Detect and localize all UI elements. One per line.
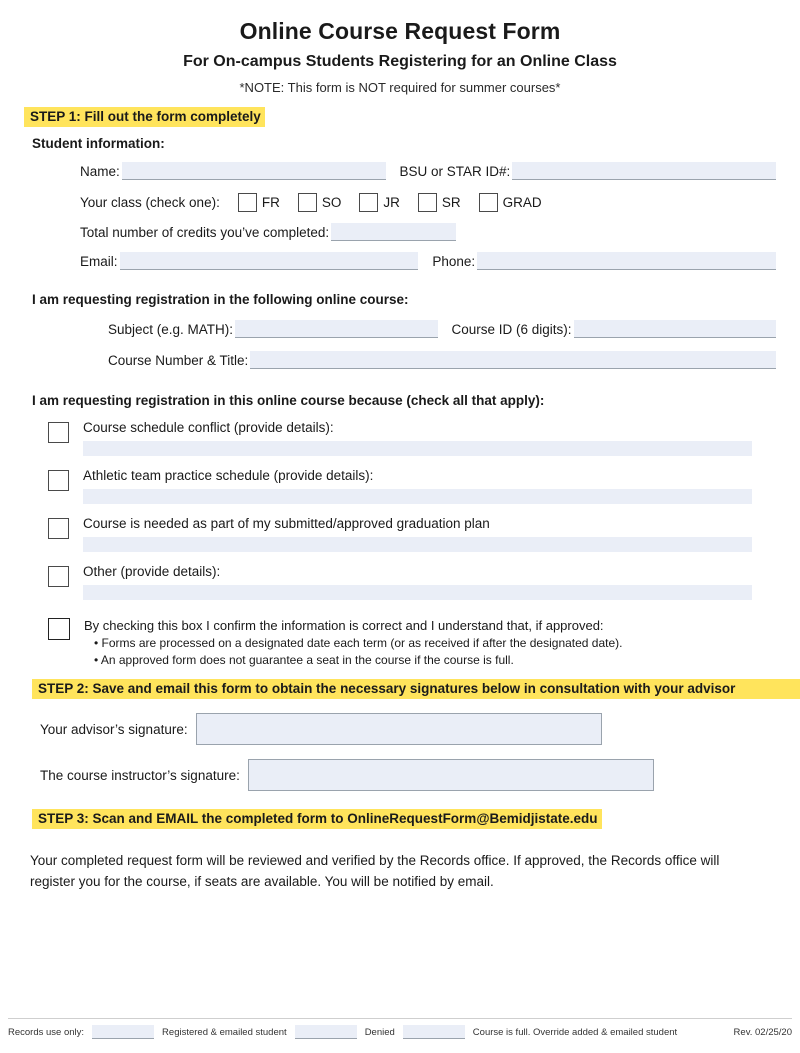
reason-item	[48, 468, 776, 504]
checkbox-icon[interactable]	[418, 193, 437, 212]
records-option1-input[interactable]	[92, 1025, 154, 1039]
instructor-signature-row	[40, 759, 776, 791]
reason-text-wrap	[83, 564, 776, 600]
class-option-label: SO	[321, 195, 342, 210]
reason-item	[48, 420, 776, 456]
student-id-label: BSU or STAR ID#:	[399, 164, 511, 179]
name-label: Name:	[80, 164, 120, 179]
name-row	[80, 162, 776, 180]
checkbox-icon[interactable]	[359, 193, 378, 212]
email-label: Email:	[80, 254, 118, 269]
phone-input[interactable]	[477, 252, 776, 270]
reason-detail-input[interactable]	[83, 441, 752, 456]
course-id-input[interactable]	[574, 320, 776, 338]
reason-text-wrap	[83, 516, 776, 552]
checkbox-icon[interactable]	[48, 518, 69, 539]
subject-course-id-row	[108, 320, 776, 338]
name-input[interactable]	[122, 162, 386, 180]
records-use-label: Records use only:	[8, 1026, 85, 1038]
advisor-signature-input[interactable]	[196, 713, 602, 745]
instructor-signature-label: The course instructor’s signature:	[40, 767, 240, 783]
advisor-signature-label: Your advisor’s signature:	[40, 721, 188, 737]
class-option-label: GRAD	[502, 195, 542, 210]
class-standing-row	[80, 193, 776, 212]
checkbox-icon[interactable]	[298, 193, 317, 212]
course-number-title-row	[108, 351, 776, 369]
confirmation-bullet: • Forms are processed on a designated date each term (or as received if after the designated date).	[94, 636, 623, 650]
records-option2-label: Denied	[364, 1026, 395, 1038]
reason-label: Athletic team practice schedule (provide details):	[83, 468, 374, 483]
course-number-title-label: Course Number & Title:	[108, 353, 249, 368]
email-input[interactable]	[120, 252, 419, 270]
records-use-only-bar	[8, 1018, 792, 1039]
credits-input[interactable]	[331, 223, 456, 241]
reason-item	[48, 516, 776, 552]
confirmation-text-wrap	[84, 618, 623, 667]
checkbox-icon[interactable]	[238, 193, 257, 212]
reason-detail-input[interactable]	[83, 537, 752, 552]
credits-label: Total number of credits you’ve completed:	[80, 225, 330, 240]
records-option3-input[interactable]	[403, 1025, 465, 1039]
form-page	[0, 18, 800, 1053]
checkbox-icon[interactable]	[48, 618, 70, 640]
reason-text-wrap	[83, 468, 776, 504]
confirmation-bullet: • An approved form does not guarantee a seat in the course if the course is full.	[94, 653, 514, 667]
class-standing-label: Your class (check one):	[80, 194, 220, 210]
class-option-grad[interactable]	[479, 193, 542, 212]
course-number-title-input[interactable]	[250, 351, 776, 369]
reasons-heading: I am requesting registration in this online course because (check all that apply):	[32, 393, 545, 408]
instructor-signature-input[interactable]	[248, 759, 654, 791]
phone-label: Phone:	[432, 254, 476, 269]
reason-text-wrap	[83, 420, 776, 456]
revision-label: Rev. 02/25/20	[733, 1026, 792, 1038]
class-option-label: JR	[383, 195, 400, 210]
checkbox-icon[interactable]	[48, 470, 69, 491]
class-option-fr[interactable]	[238, 193, 280, 212]
checkbox-icon[interactable]	[48, 422, 69, 443]
credits-row	[80, 223, 456, 241]
student-information-heading: Student information:	[32, 136, 165, 151]
step-1-banner: STEP 1: Fill out the form completely	[24, 107, 265, 127]
course-request-heading: I am requesting registration in the following online course:	[32, 292, 409, 307]
records-option2-input[interactable]	[295, 1025, 357, 1039]
email-phone-row	[80, 252, 776, 270]
reason-item	[48, 564, 776, 600]
reason-detail-input[interactable]	[83, 585, 752, 600]
reason-label: Other (provide details):	[83, 564, 221, 579]
class-option-so[interactable]	[298, 193, 342, 212]
class-option-label: FR	[261, 195, 280, 210]
checkbox-icon[interactable]	[479, 193, 498, 212]
course-id-label: Course ID (6 digits):	[451, 322, 572, 337]
checkbox-icon[interactable]	[48, 566, 69, 587]
class-option-sr[interactable]	[418, 193, 461, 212]
page-note: *NOTE: This form is NOT required for summer courses*	[239, 80, 561, 95]
advisor-signature-row	[40, 713, 776, 745]
page-subtitle: For On-campus Students Registering for an Online Class	[183, 53, 617, 70]
footer-paragraph: Your completed request form will be reviewed and verified by the Records office. If approved, the Records office will register you for the course, if seats are available. You will be notified by email.	[30, 853, 720, 889]
class-option-label: SR	[441, 195, 461, 210]
subject-label: Subject (e.g. MATH):	[108, 322, 234, 337]
reason-detail-input[interactable]	[83, 489, 752, 504]
class-option-jr[interactable]	[359, 193, 400, 212]
reason-label: Course schedule conflict (provide details):	[83, 420, 334, 435]
subject-input[interactable]	[235, 320, 437, 338]
confirmation-block	[48, 618, 776, 667]
step-2-banner: STEP 2: Save and email this form to obtain the necessary signatures below in consultation with your advisor	[32, 679, 800, 699]
step-3-banner: STEP 3: Scan and EMAIL the completed form to OnlineRequestForm@Bemidjistate.edu	[32, 809, 602, 829]
confirmation-label: By checking this box I confirm the information is correct and I understand that, if approved:	[84, 618, 604, 633]
student-id-input[interactable]	[512, 162, 776, 180]
page-title: Online Course Request Form	[239, 18, 561, 44]
reason-label: Course is needed as part of my submitted/approved graduation plan	[83, 516, 490, 531]
records-option3-label: Course is full. Override added & emailed student	[472, 1026, 678, 1038]
records-option1-label: Registered & emailed student	[162, 1026, 287, 1038]
